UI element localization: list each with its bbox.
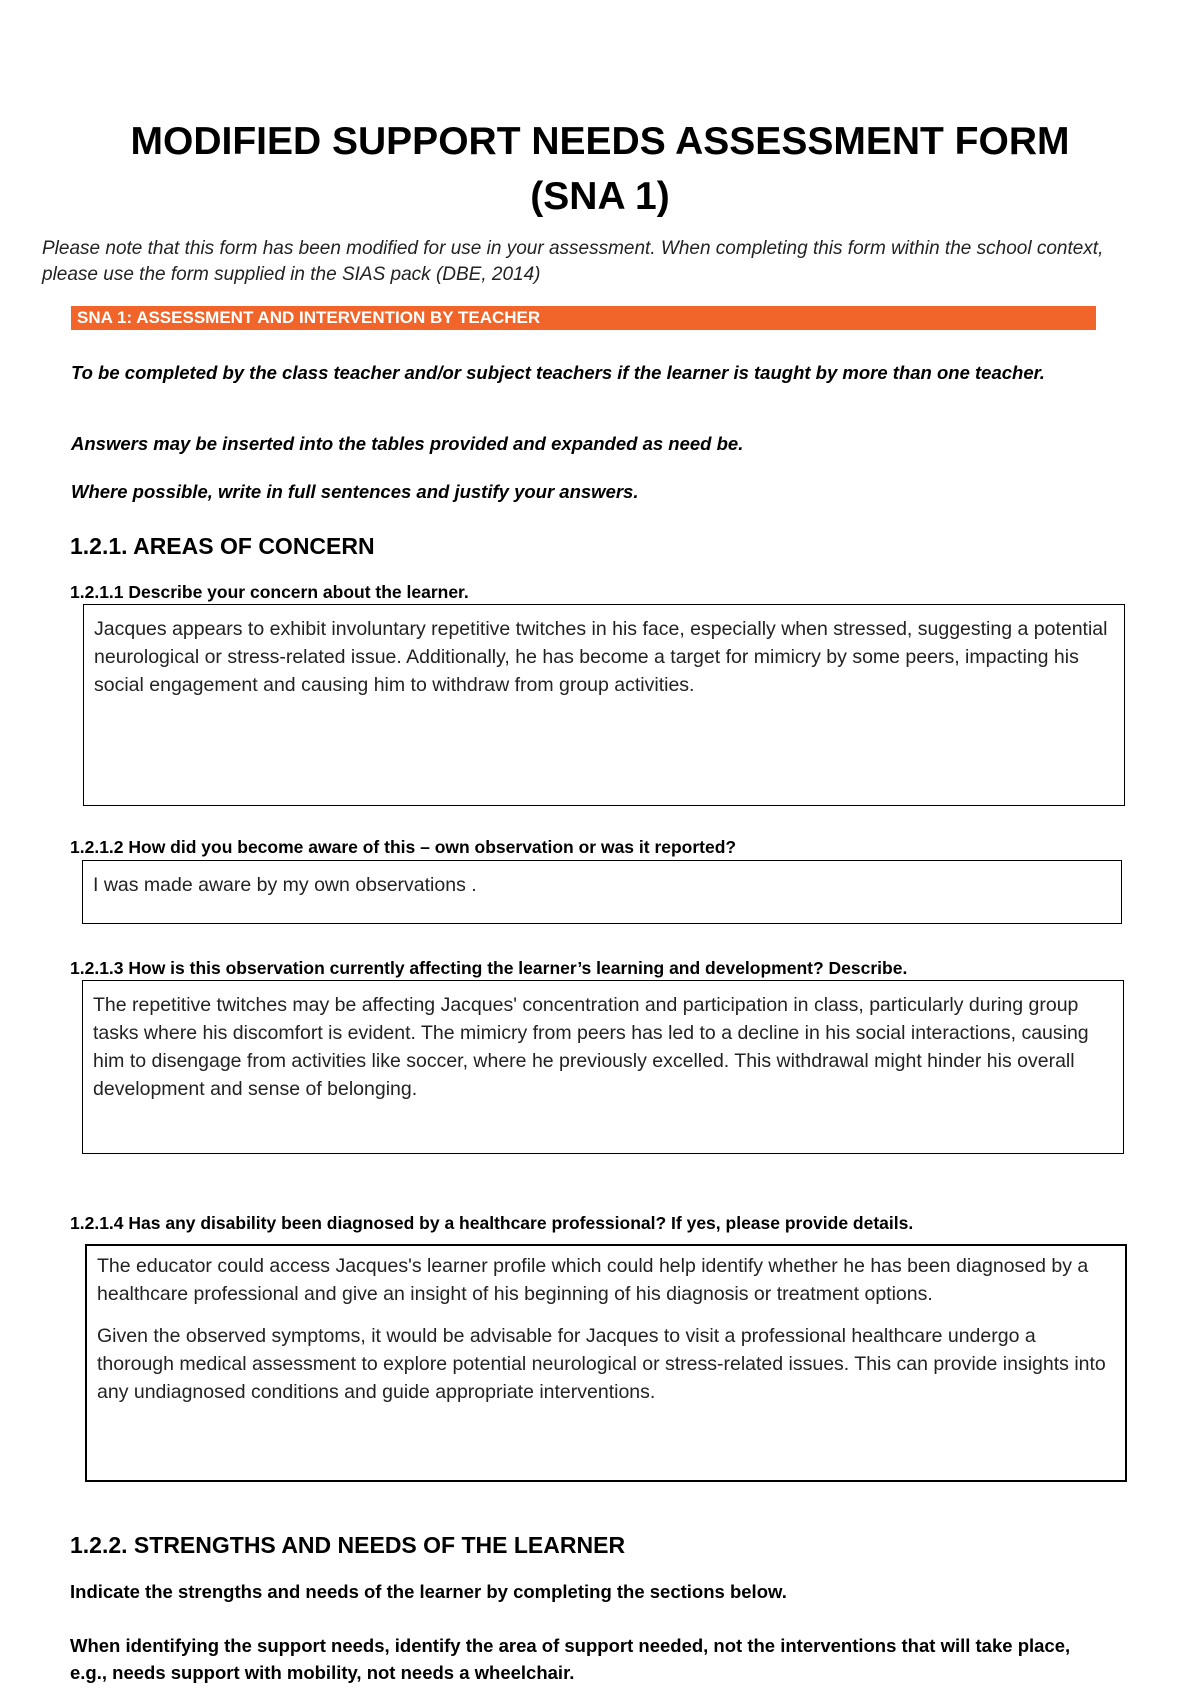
instruction-who: To be completed by the class teacher and/or subject teachers if the learner is taught by more than one teacher. [71, 362, 1045, 383]
answer-box-1-2-1-3[interactable] [82, 980, 1124, 1154]
answer-text: I was made aware by my own observations . [93, 874, 477, 896]
answer-text: The repetitive twitches may be affecting Jacques' concentration and participation in class, particularly during group tasks where his discomfort is evident. The mimicry from peers has led to a decline in his social interactions, causing him to disengage from activities like soccer, where he previously excelled. This withdrawal might hinder his overall development and sense of belonging. [93, 994, 1089, 1100]
instruction-sentences: Where possible, write in full sentences and justify your answers. [71, 481, 639, 502]
section-banner: SNA 1: ASSESSMENT AND INTERVENTION BY TEACHER [71, 306, 1096, 330]
question-1-2-1-1: 1.2.1.1 Describe your concern about the learner. [70, 582, 469, 602]
question-1-2-1-3: 1.2.1.3 How is this observation currently affecting the learner’s learning and development? Describe. [70, 958, 908, 978]
answer-text: Jacques appears to exhibit involuntary repetitive twitches in his face, especially when stressed, suggesting a potential neurological or stress-related issue. Additionally, he has become a target for mimicry by some peers, impacting his social engagement and causing him to withdraw from group activities. [94, 618, 1108, 696]
question-1-2-1-2: 1.2.1.2 How did you become aware of this – own observation or was it reported? [70, 837, 737, 857]
modification-note: Please note that this form has been modified for use in your assessment. When completing this form within the school context, please use the form supplied in the SIAS pack (DBE, 2014) [42, 238, 1104, 285]
answer-box-1-2-1-1[interactable] [83, 604, 1125, 806]
answer-box-1-2-1-2[interactable] [82, 860, 1122, 924]
strengths-instruction: Indicate the strengths and needs of the learner by completing the sections below. [70, 1581, 787, 1602]
support-needs-instruction: When identifying the support needs, identify the area of support needed, not the interventions that will take place, e.g., needs support with mobility, not needs a wheelchair. [70, 1635, 1071, 1683]
form-title: MODIFIED SUPPORT NEEDS ASSESSMENT FORM [130, 120, 1070, 163]
areas-of-concern-heading: 1.2.1. AREAS OF CONCERN [70, 533, 375, 559]
answer-text-paragraph-2: Given the observed symptoms, it would be advisable for Jacques to visit a professional healthcare undergo a thorough medical assessment to explore potential neurological or stress-related issues. This can provide insights into any undiagnosed conditions and guide appropriate interventions. [97, 1325, 1106, 1403]
answer-text-paragraph-1: The educator could access Jacques's learner profile which could help identify whether he has been diagnosed by a healthcare professional and give an insight of his beginning of his diagnosis or treatment options. [97, 1255, 1089, 1305]
question-1-2-1-4: 1.2.1.4 Has any disability been diagnosed by a healthcare professional? If yes, please provide details. [70, 1213, 914, 1233]
strengths-and-needs-heading: 1.2.2. STRENGTHS AND NEEDS OF THE LEARNER [70, 1532, 626, 1558]
answer-box-1-2-1-4[interactable] [85, 1244, 1127, 1482]
form-title-code: (SNA 1) [530, 175, 670, 218]
instruction-answers: Answers may be inserted into the tables provided and expanded as need be. [71, 433, 744, 454]
